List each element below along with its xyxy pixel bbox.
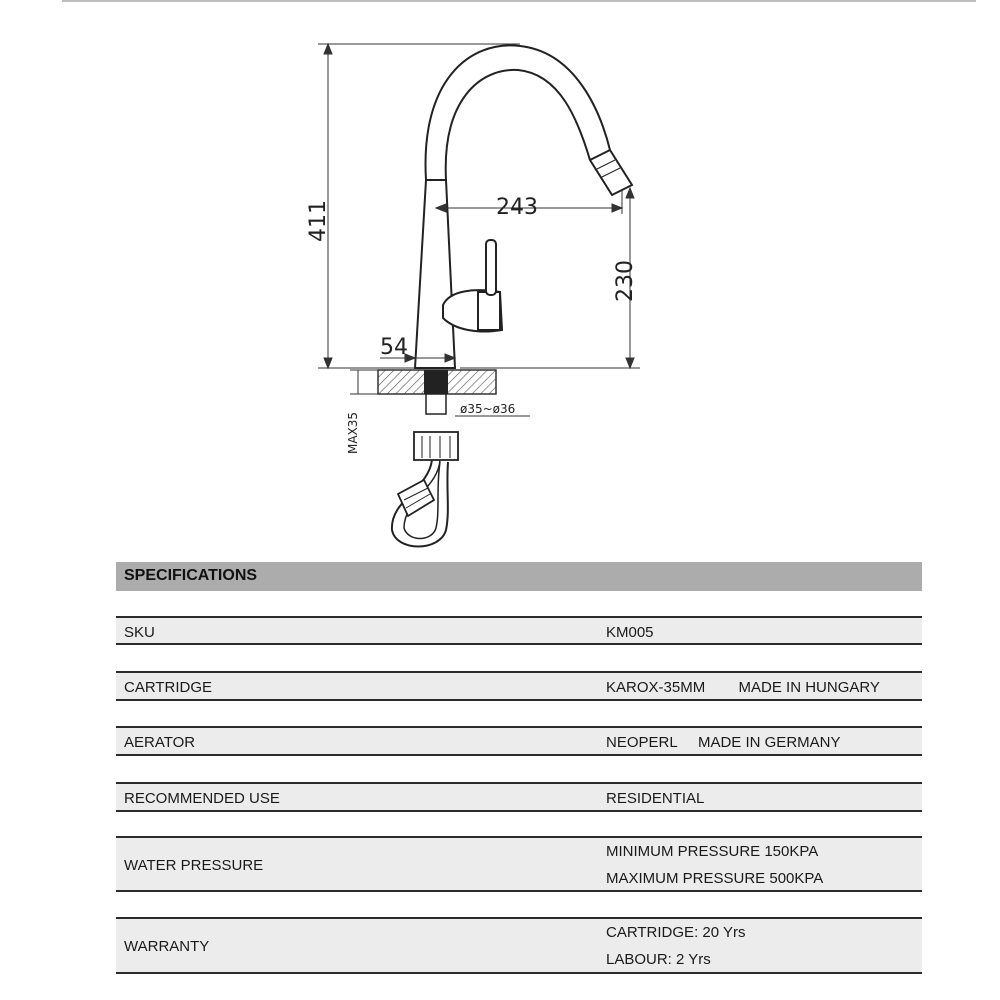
specifications-title: SPECIFICATIONS: [124, 567, 258, 584]
spec-label: WATER PRESSURE: [124, 857, 264, 874]
specifications-header: [116, 562, 922, 591]
spec-label: SKU: [124, 624, 155, 641]
dim-total-height: 411: [306, 200, 331, 242]
spec-value: LABOUR: 2 Yrs: [606, 951, 711, 968]
spec-value: KM005: [606, 624, 654, 641]
dim-reach: 243: [496, 195, 538, 220]
dim-base-diameter: 54: [380, 335, 408, 360]
spec-row-sku: [116, 616, 922, 645]
dim-hole-size: ø35~ø36: [460, 402, 516, 416]
spec-label: AERATOR: [124, 734, 196, 751]
spec-label: RECOMMENDED USE: [124, 790, 280, 807]
countertop-section: [378, 370, 496, 547]
spec-value: KAROX-35MM MADE IN HUNGARY: [606, 679, 880, 696]
spec-label: WARRANTY: [124, 938, 210, 955]
spec-value: CARTRIDGE: 20 Yrs: [606, 924, 746, 941]
spec-value: RESIDENTIAL: [606, 790, 705, 807]
spec-row-aerator: [116, 726, 922, 756]
spec-value: MINIMUM PRESSURE 150KPA: [606, 843, 819, 860]
spec-value: MAXIMUM PRESSURE 500KPA: [606, 870, 824, 887]
spec-row-recommended-use: [116, 782, 922, 812]
spec-value: NEOPERL MADE IN GERMANY: [606, 734, 841, 751]
spec-row-warranty: [116, 917, 922, 974]
dim-max-thickness: MAX35: [346, 411, 360, 454]
spec-label: CARTRIDGE: [124, 679, 213, 696]
dim-spout-height: 230: [613, 260, 638, 302]
spec-row-cartridge: [116, 671, 922, 701]
spec-row-water-pressure: [116, 836, 922, 892]
